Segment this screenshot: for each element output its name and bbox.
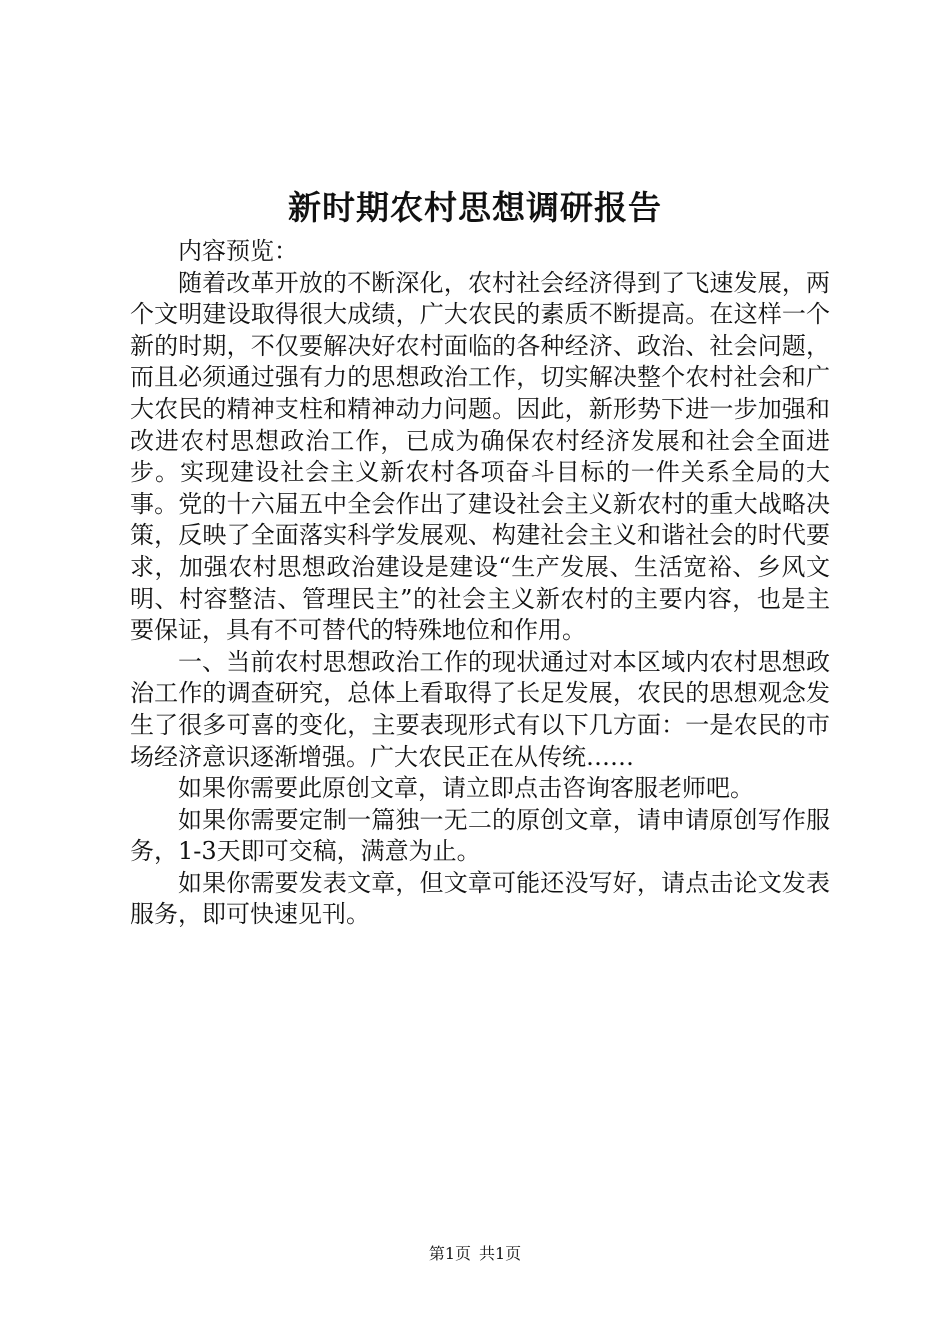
paragraph-intro: 随着改革开放的不断深化，农村社会经济得到了飞速发展，两个文明建设取得很大成绩，广大农民的素质不断提高。在这样一个新的时期，不仅要解决好农村面临的各种经济、政治、社会问题，而且必须通过强有力的思想政治工作，切实解决整个农村社会和广大农民的精神支柱和精神动力问题。因此，新形势下进一步加强和改进农村思想政治工作，已成为确保农村经济发展和社会全面进步。实现建设社会主义新农村各项奋斗目标的一件关系全局的大事。党的十六届五中全会作出了建设社会主义新农村的重大战略决策，反映了全面落实科学发展观、构建社会主义和谐社会的时代要求，加强农村思想政治建设是建设“生产发展、生活宽裕、乡风文明、村容整洁、管理民主”的社会主义新农村的主要内容，也是主要保证，具有不可替代的特殊地位和作用。 <box>130 268 830 645</box>
paragraph-section-one: 一、当前农村思想政治工作的现状通过对本区域内农村思想政治工作的调查研究，总体上看取得了长足发展，农民的思想观念发生了很多可喜的变化，主要表现形式有以下几方面：一是农民的市场经济意识逐渐增强。广大农民正在从传统…… <box>130 647 830 771</box>
preview-label: 内容预览： <box>178 237 298 265</box>
page-number-total: 共1页 <box>479 1244 522 1263</box>
document-body <box>130 236 830 931</box>
paragraph-custom-writing-link[interactable]: 如果你需要定制一篇独一无二的原创文章，请申请原创写作服务，1-3天即可交稿，满意为止。 <box>130 805 830 866</box>
page-number-current: 第1页 <box>428 1244 471 1263</box>
paragraph-publish-link[interactable]: 如果你需要发表文章，但文章可能还没写好，请点击论文发表服务，即可快速见刊。 <box>130 868 830 929</box>
page-footer <box>0 1243 950 1265</box>
document-title: 新时期农村思想调研报告 <box>288 188 662 227</box>
paragraph-consult-link[interactable]: 如果你需要此原创文章，请立即点击咨询客服老师吧。 <box>178 774 754 803</box>
